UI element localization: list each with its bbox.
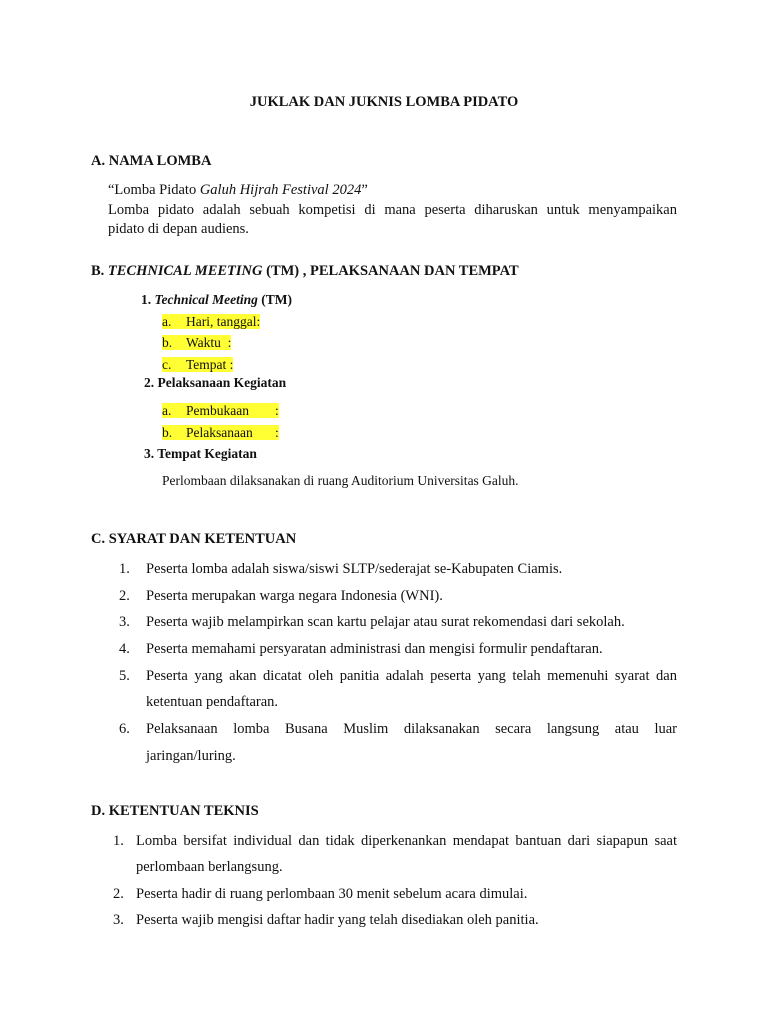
pk-item-highlight: [162, 403, 279, 418]
pk-item-label: Pelaksanaan: [186, 425, 253, 440]
tm-italic: Technical Meeting: [154, 292, 258, 307]
pk-item: [162, 403, 279, 419]
teknis-item-text-continued: perlombaan berlangsung.: [136, 859, 283, 875]
tm-subheading: [141, 292, 292, 308]
tm-rest: (TM): [257, 292, 292, 307]
syarat-item-text: Peserta lomba adalah siswa/siswi SLTP/sederajat se-Kabupaten Ciamis.: [146, 561, 563, 577]
section-b-prefix: B.: [91, 263, 108, 279]
syarat-item-text: Peserta merupakan warga negara Indonesia (WNI).: [146, 588, 443, 604]
document-title: JUKLAK DAN JUKNIS LOMBA PIDATO: [249, 94, 519, 110]
section-b-rest: (TM) , PELAKSANAAN DAN TEMPAT: [262, 263, 519, 279]
tm-item-marker: a.: [162, 314, 172, 329]
tempat-subheading: 3. Tempat Kegiatan: [144, 446, 257, 461]
section-c-heading: C. SYARAT DAN KETENTUAN: [91, 531, 297, 547]
tm-item-highlight: [162, 335, 231, 350]
syarat-item-text: Peserta wajib melampirkan scan kartu pelajar atau surat rekomendasi dari sekolah.: [146, 614, 625, 630]
syarat-item-number: 1.: [119, 561, 130, 577]
competition-name-open: “Lomba Pidato: [108, 182, 200, 198]
competition-name: [108, 182, 368, 199]
tm-item-marker: c.: [162, 357, 172, 372]
tm-item-text: Hari, tanggal:: [186, 314, 261, 329]
teknis-item-text: Lomba bersifat individual dan tidak diperkenankan mendapat bantuan dari siapapun saat: [136, 833, 677, 849]
tm-item: [162, 335, 231, 351]
competition-name-close: ”: [361, 182, 368, 198]
tm-prefix: 1.: [141, 292, 155, 307]
pk-item-sep: :: [275, 403, 279, 418]
pk-item-sep: :: [275, 425, 279, 440]
syarat-item-number: 5.: [119, 668, 130, 684]
syarat-item-number: 6.: [119, 721, 130, 737]
pk-item: [162, 425, 279, 441]
pk-item-label: Pembukaan: [186, 403, 249, 418]
teknis-item-text: Peserta hadir di ruang perlombaan 30 menit sebelum acara dimulai.: [136, 886, 528, 902]
section-b-heading: [91, 263, 519, 280]
syarat-item-text: Peserta yang akan dicatat oleh panitia adalah peserta yang telah memenuhi syarat dan: [146, 668, 677, 684]
venue-text: Perlombaan dilaksanakan di ruang Auditorium Universitas Galuh.: [162, 473, 519, 488]
tm-item-text: Waktu :: [186, 335, 232, 350]
syarat-item-text: Peserta memahami persyaratan administrasi dan mengisi formulir pendaftaran.: [146, 641, 603, 657]
tm-item-highlight: [162, 357, 233, 372]
syarat-item-text-continued: jaringan/luring.: [146, 748, 236, 764]
teknis-item-text: Peserta wajib mengisi daftar hadir yang telah disediakan oleh panitia.: [136, 912, 539, 928]
tm-item-marker: b.: [162, 335, 173, 350]
competition-description-line2: pidato di depan audiens.: [108, 221, 249, 237]
teknis-item-number: 2.: [113, 886, 124, 902]
section-d-heading: D. KETENTUAN TEKNIS: [91, 803, 259, 819]
pk-item-marker: b.: [162, 425, 173, 440]
section-a-heading: A. NAMA LOMBA: [91, 153, 212, 169]
syarat-item-number: 3.: [119, 614, 130, 630]
tm-item-highlight: [162, 314, 260, 329]
section-b-italic: TECHNICAL MEETING: [107, 263, 263, 279]
teknis-item-number: 1.: [113, 833, 124, 849]
teknis-item-number: 3.: [113, 912, 124, 928]
competition-name-italic: Galuh Hijrah Festival 2024: [199, 182, 362, 198]
syarat-item-text-continued: ketentuan pendaftaran.: [146, 694, 279, 710]
competition-description-line1: Lomba pidato adalah sebuah kompetisi di mana peserta diharuskan untuk menyampaikan: [108, 202, 677, 218]
syarat-item-text: Pelaksanaan lomba Busana Muslim dilaksanakan secara langsung atau luar: [146, 721, 677, 737]
pk-item-marker: a.: [162, 403, 172, 418]
syarat-item-number: 2.: [119, 588, 130, 604]
pk-item-highlight: [162, 425, 279, 440]
pelaksanaan-subheading: 2. Pelaksanaan Kegiatan: [144, 375, 287, 390]
syarat-item-number: 4.: [119, 641, 130, 657]
tm-item: [162, 357, 233, 373]
tm-item-text: Tempat :: [186, 357, 234, 372]
tm-item: [162, 314, 260, 330]
